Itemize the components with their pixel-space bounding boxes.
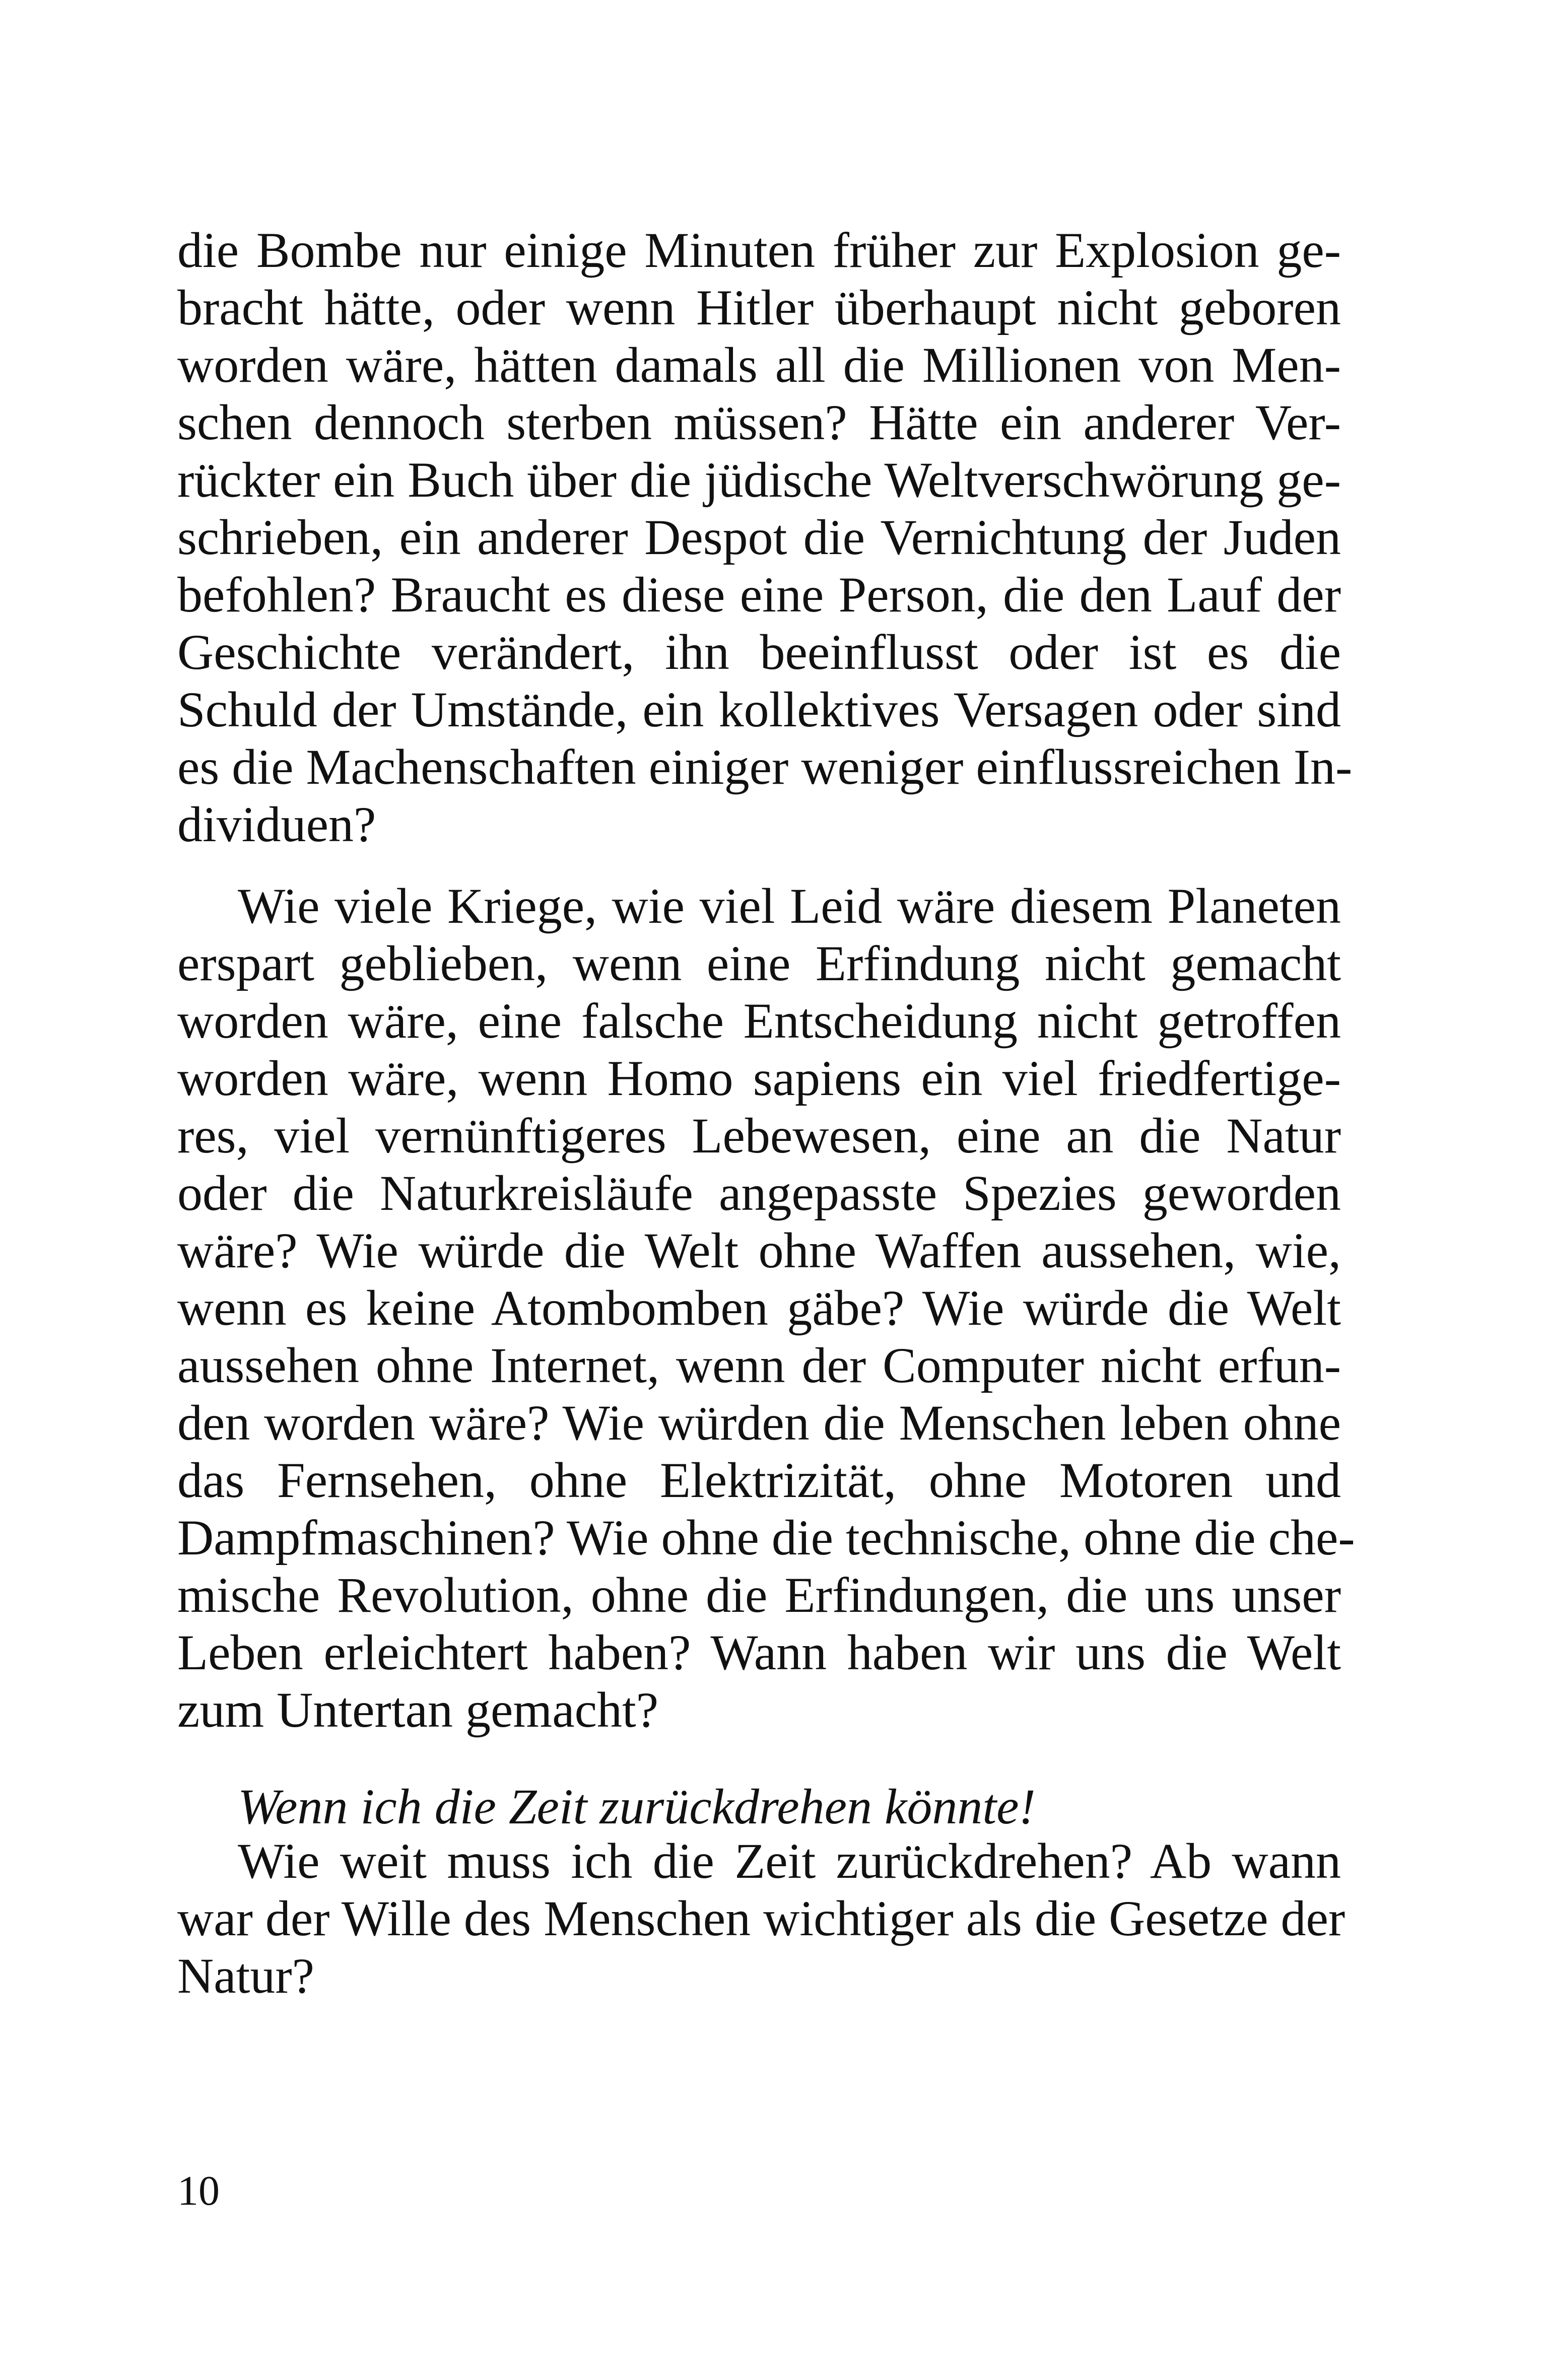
- text-line: es die Machenschaften einiger weniger einflussreichen In-: [177, 739, 1353, 795]
- text-line: den worden wäre? Wie würden die Menschen leben ohne: [177, 1395, 1341, 1451]
- paragraph-1: [177, 222, 1353, 853]
- text-line: war der Wille des Menschen wichtiger als die Gesetze der: [177, 1890, 1346, 1946]
- text-line: Schuld der Umstände, ein kollektives Versagen oder sind: [177, 682, 1341, 737]
- text-line: Geschichte verändert, ihn beeinflusst oder ist es die: [177, 624, 1341, 680]
- paragraph-2: [177, 877, 1355, 1739]
- text-line: worden wäre, hätten damals all die Millionen von Men-: [177, 337, 1341, 393]
- text-line: bracht hätte, oder wenn Hitler überhaupt nicht geboren: [177, 280, 1341, 335]
- text-line: Natur?: [177, 1948, 315, 2004]
- text-line: worden wäre, wenn Homo sapiens ein viel friedfertige-: [177, 1050, 1341, 1106]
- paragraph-3: [177, 1832, 1346, 2005]
- italic-exclamation: [177, 1778, 1341, 1835]
- text-line: res, viel vernünftigeres Lebewesen, eine an die Natur: [177, 1108, 1341, 1164]
- text-line: worden wäre, eine falsche Entscheidung nicht getroffen: [177, 993, 1341, 1049]
- text-line: die Bombe nur einige Minuten früher zur Explosion ge-: [177, 222, 1341, 278]
- text-line: aussehen ohne Internet, wenn der Computer nicht erfun-: [177, 1337, 1341, 1393]
- text-line: mische Revolution, ohne die Erfindungen, die uns unser: [177, 1567, 1341, 1623]
- text-line: Wie weit muss ich die Zeit zurückdrehen? Ab wann: [238, 1833, 1341, 1889]
- text-line: Wie viele Kriege, wie viel Leid wäre diesem Planeten: [238, 878, 1341, 934]
- italic-line: Wenn ich die Zeit zurückdrehen könnte!: [238, 1779, 1036, 1834]
- text-line: schen dennoch sterben müssen? Hätte ein anderer Ver-: [177, 394, 1341, 450]
- text-line: dividuen?: [177, 796, 376, 852]
- text-line: befohlen? Braucht es diese eine Person, die den Lauf der: [177, 567, 1341, 623]
- text-line: Leben erleichtert haben? Wann haben wir uns die Welt: [177, 1624, 1341, 1680]
- text-line: rückter ein Buch über die jüdische Weltverschwörung ge-: [177, 452, 1341, 508]
- text-line: oder die Naturkreisläufe angepasste Spezies geworden: [177, 1165, 1341, 1221]
- text-line: erspart geblieben, wenn eine Erfindung nicht gemacht: [177, 935, 1341, 991]
- text-line: wenn es keine Atombomben gäbe? Wie würde die Welt: [177, 1280, 1341, 1336]
- text-line: Dampfmaschinen? Wie ohne die technische, ohne die che-: [177, 1510, 1355, 1566]
- text-line: das Fernsehen, ohne Elektrizität, ohne Motoren und: [177, 1452, 1341, 1508]
- text-line: zum Untertan gemacht?: [177, 1682, 659, 1738]
- page-number: 10: [177, 2167, 220, 2214]
- text-line: schrieben, ein anderer Despot die Vernichtung der Juden: [177, 509, 1341, 565]
- text-line: wäre? Wie würde die Welt ohne Waffen aussehen, wie,: [177, 1222, 1341, 1278]
